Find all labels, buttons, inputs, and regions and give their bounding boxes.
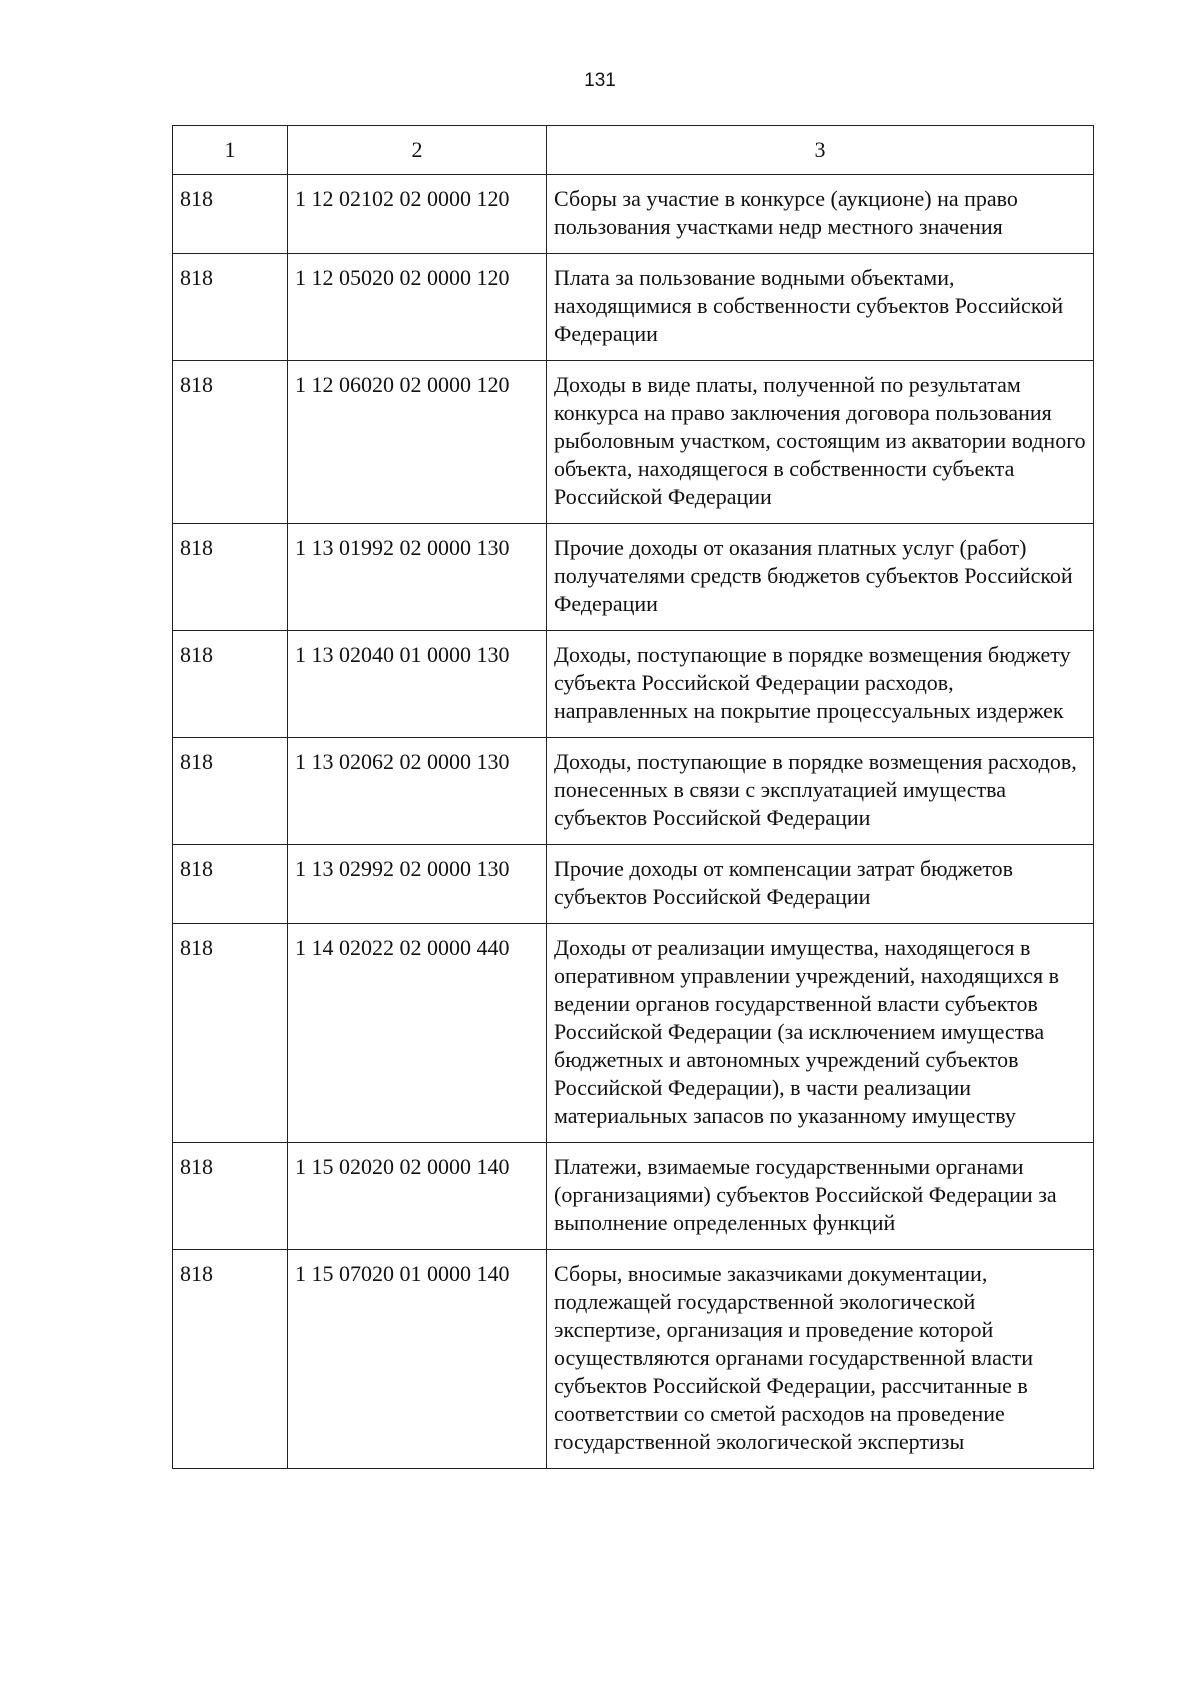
revenue-name-cell: Платежи, взимаемые государственными органами (организациями) субъектов Российской Федерации за выполнение определенных функций <box>547 1143 1094 1250</box>
admin-code-cell: 818 <box>173 1143 288 1250</box>
revenue-name-cell: Прочие доходы от компенсации затрат бюджетов субъектов Российской Федерации <box>547 845 1094 924</box>
admin-code-cell: 818 <box>173 845 288 924</box>
budget-code-cell: 1 13 02062 02 0000 130 <box>288 738 547 845</box>
budget-code-cell: 1 15 07020 01 0000 140 <box>288 1250 547 1469</box>
revenue-name-cell: Сборы за участие в конкурсе (аукционе) на право пользования участками недр местного значения <box>547 175 1094 254</box>
admin-code-cell: 818 <box>173 361 288 524</box>
budget-code-cell: 1 12 05020 02 0000 120 <box>288 254 547 361</box>
budget-code-cell: 1 14 02022 02 0000 440 <box>288 924 547 1143</box>
admin-code-cell: 818 <box>173 524 288 631</box>
table-row <box>173 524 1094 631</box>
table-row <box>173 254 1094 361</box>
revenue-name-cell: Сборы, вносимые заказчиками документации, подлежащей государственной экологической экспертизе, организация и проведение которой осуществляются органами государственной власти субъектов Российской Федерации, рассчитанные в соответствии со сметой расходов на проведение государственной экологической экспертизы <box>547 1250 1094 1469</box>
admin-code-cell: 818 <box>173 631 288 738</box>
revenue-name-cell: Плата за пользование водными объектами, находящимися в собственности субъектов Российской Федерации <box>547 254 1094 361</box>
budget-code-cell: 1 13 02040 01 0000 130 <box>288 631 547 738</box>
admin-code-cell: 818 <box>173 738 288 845</box>
column-header-3: 3 <box>547 126 1094 175</box>
table-row <box>173 631 1094 738</box>
column-header-1: 1 <box>173 126 288 175</box>
table-row <box>173 361 1094 524</box>
revenue-name-cell: Прочие доходы от оказания платных услуг (работ) получателями средств бюджетов субъектов Российской Федерации <box>547 524 1094 631</box>
admin-code-cell: 818 <box>173 924 288 1143</box>
table-row <box>173 924 1094 1143</box>
table-row <box>173 1250 1094 1469</box>
revenue-name-cell: Доходы, поступающие в порядке возмещения расходов, понесенных в связи с эксплуатацией имущества субъектов Российской Федерации <box>547 738 1094 845</box>
table-row <box>173 175 1094 254</box>
budget-code-cell: 1 12 06020 02 0000 120 <box>288 361 547 524</box>
page-number: 131 <box>584 70 616 91</box>
table-row <box>173 845 1094 924</box>
table-row <box>173 738 1094 845</box>
admin-code-cell: 818 <box>173 254 288 361</box>
budget-code-cell: 1 13 02992 02 0000 130 <box>288 845 547 924</box>
table-row <box>173 1143 1094 1250</box>
admin-code-cell: 818 <box>173 1250 288 1469</box>
revenue-name-cell: Доходы, поступающие в порядке возмещения бюджету субъекта Российской Федерации расходов, направленных на покрытие процессуальных издержек <box>547 631 1094 738</box>
budget-code-cell: 1 12 02102 02 0000 120 <box>288 175 547 254</box>
column-header-2: 2 <box>288 126 547 175</box>
table-header-row <box>173 126 1094 175</box>
admin-code-cell: 818 <box>173 175 288 254</box>
revenue-name-cell: Доходы в виде платы, полученной по результатам конкурса на право заключения договора пользования рыболовным участком, состоящим из акватории водного объекта, находящегося в собственности субъекта Российской Федерации <box>547 361 1094 524</box>
revenue-name-cell: Доходы от реализации имущества, находящегося в оперативном управлении учреждений, находящихся в ведении органов государственной власти субъектов Российской Федерации (за исключением имущества бюджетных и автономных учреждений субъектов Российской Федерации), в части реализации материальных запасов по указанному имуществу <box>547 924 1094 1143</box>
budget-revenue-table <box>172 125 1094 1469</box>
budget-code-cell: 1 13 01992 02 0000 130 <box>288 524 547 631</box>
budget-code-cell: 1 15 02020 02 0000 140 <box>288 1143 547 1250</box>
